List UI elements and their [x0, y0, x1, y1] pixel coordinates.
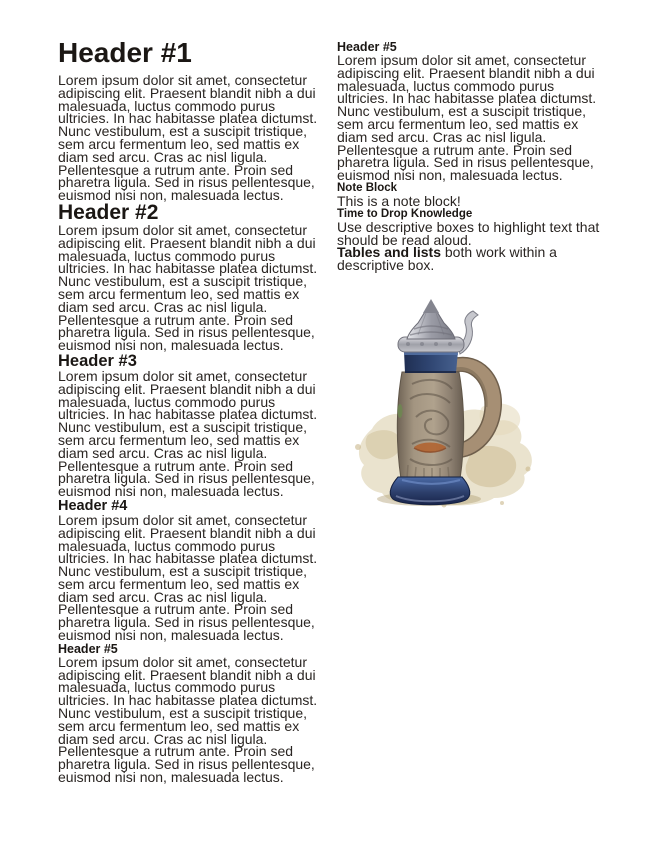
paragraph-line: adipiscing elit. Praesent blandit nibh a dui: [58, 234, 316, 251]
paragraph-line: adipiscing elit. Praesent blandit nibh a dui: [337, 64, 595, 81]
paragraph-line: euismod nisi non, malesuada lectus.: [58, 769, 284, 786]
paragraph-line: euismod nisi non, malesuada lectus.: [58, 337, 284, 354]
paragraph-line: sem arcu fermentum leo, sed mattis ex: [58, 717, 300, 734]
paragraph-line: Nunc vestibulum, est a suscipit tristique,: [58, 705, 307, 722]
paragraph-line: diam sed arcu. Cras ac nisl ligula.: [337, 128, 547, 145]
paragraph-line: Pellentesque a rutrum ante. Proin sed: [58, 601, 294, 618]
note-body-line: [337, 259, 594, 272]
paragraph-line: euismod nisi non, malesuada lectus.: [337, 167, 563, 184]
paragraph-line: ultricies. In hac habitasse platea dictumst.: [58, 406, 318, 423]
left-column: [58, 36, 318, 786]
paragraph-line: euismod nisi non, malesuada lectus.: [58, 627, 284, 644]
paragraph-line: Lorem ipsum dolor sit amet, consectetur: [58, 367, 307, 384]
paragraph-line: malesuada, luctus commodo purus: [58, 393, 276, 410]
paragraph-line: Pellentesque a rutrum ante. Proin sed: [58, 743, 294, 760]
heading-header-2: Header #2: [58, 200, 159, 224]
paragraph-line: Lorem ipsum dolor sit amet, consectetur: [58, 221, 307, 238]
paragraph-line: malesuada, luctus commodo purus: [337, 77, 555, 94]
note-text-segment: descriptive box.: [337, 257, 435, 274]
paragraph-line: Nunc vestibulum, est a suscipit tristique,: [58, 273, 307, 290]
paragraph-line: sem arcu fermentum leo, sed mattis ex: [58, 285, 300, 302]
paragraph-line: sem arcu fermentum leo, sed mattis ex: [337, 115, 579, 132]
right-column: [337, 36, 600, 784]
paragraph-line: Lorem ipsum dolor sit amet, consectetur: [58, 72, 307, 88]
paragraph-line: Lorem ipsum dolor sit amet, consectetur: [58, 653, 307, 670]
paragraph-line: pharetra ligula. Sed in risus pellentesque,: [58, 756, 315, 773]
paragraph-line: Nunc vestibulum, est a suscipit tristique,: [58, 419, 307, 436]
paragraph-line: adipiscing elit. Praesent blandit nibh a dui: [58, 380, 316, 397]
paragraph: [58, 653, 318, 786]
note-text-segment: should be read aloud.: [337, 231, 472, 248]
note-text-segment: Tables and lists: [337, 244, 441, 261]
heading-header-5-left: Header #5: [58, 641, 118, 656]
paragraph-line: ultricies. In hac habitasse platea dictumst.: [58, 110, 318, 127]
heading-header-3: Header #3: [58, 351, 137, 370]
paragraph-line: diam sed arcu. Cras ac nisl ligula.: [58, 298, 268, 315]
paragraph-line: Nunc vestibulum, est a suscipit tristique,: [58, 563, 307, 580]
paragraph-line: Lorem ipsum dolor sit amet, consectetur: [58, 511, 307, 528]
stein-base: [390, 477, 470, 505]
paragraph-line: Nunc vestibulum, est a suscipit tristique,: [58, 123, 307, 140]
note-text-segment: Use descriptive boxes to highlight text that: [337, 218, 600, 235]
paragraph-line: pharetra ligula. Sed in risus pellentesque,: [58, 324, 315, 341]
paragraph-line: Pellentesque a rutrum ante. Proin sed: [337, 141, 573, 158]
paragraph-line: ultricies. In hac habitasse platea dictumst.: [337, 90, 597, 107]
paragraph-line: Lorem ipsum dolor sit amet, consectetur: [337, 52, 586, 68]
stein-lid: [398, 299, 478, 354]
paragraph-line: Nunc vestibulum, est a suscipit tristique,: [337, 103, 586, 120]
paragraph: [337, 52, 597, 184]
note-body-line: [337, 192, 594, 209]
paragraph-line: diam sed arcu. Cras ac nisl ligula.: [58, 730, 268, 747]
paragraph-line: diam sed arcu. Cras ac nisl ligula.: [58, 444, 268, 461]
paragraph-line: sem arcu fermentum leo, sed mattis ex: [58, 135, 300, 152]
paragraph-line: ultricies. In hac habitasse platea dictumst.: [58, 260, 318, 277]
note-text-segment: both work within a: [441, 244, 557, 261]
stein-figure: [352, 299, 537, 509]
paragraph-line: ultricies. In hac habitasse platea dictumst.: [58, 692, 318, 709]
paragraph-line: pharetra ligula. Sed in risus pellentesque,: [58, 470, 315, 487]
paragraph-line: pharetra ligula. Sed in risus pellentesque,: [337, 154, 594, 171]
note-block: [337, 181, 600, 274]
paragraph-line: adipiscing elit. Praesent blandit nibh a dui: [58, 524, 316, 541]
paragraph-line: ultricies. In hac habitasse platea dictumst.: [58, 550, 318, 567]
note-text-segment: This is a note block!: [337, 192, 461, 209]
paragraph: [58, 367, 318, 500]
paragraph-line: adipiscing elit. Praesent blandit nibh a dui: [58, 84, 316, 101]
paragraph-line: pharetra ligula. Sed in risus pellentesque,: [58, 174, 315, 191]
paragraph-line: Pellentesque a rutrum ante. Proin sed: [58, 311, 294, 328]
paragraph-line: malesuada, luctus commodo purus: [58, 97, 276, 114]
paragraph-line: adipiscing elit. Praesent blandit nibh a dui: [58, 666, 316, 683]
paragraph-line: euismod nisi non, malesuada lectus.: [58, 483, 284, 500]
paragraph-line: sem arcu fermentum leo, sed mattis ex: [58, 575, 300, 592]
paragraph-line: diam sed arcu. Cras ac nisl ligula.: [58, 148, 268, 165]
paragraph: [58, 221, 318, 354]
paragraph-line: Pellentesque a rutrum ante. Proin sed: [58, 457, 294, 474]
note-text-segment: Note Block: [337, 181, 398, 194]
heading-header-1: Header #1: [58, 37, 192, 68]
heading-header-4: Header #4: [58, 497, 128, 514]
note-text-segment: Time to Drop Knowledge: [337, 207, 473, 220]
paragraph: [58, 72, 318, 204]
paragraph-line: diam sed arcu. Cras ac nisl ligula.: [58, 588, 268, 605]
heading-header-5-right: Header #5: [337, 40, 397, 54]
stein-body: [397, 372, 463, 479]
paragraph-line: malesuada, luctus commodo purus: [58, 679, 276, 696]
paragraph-line: pharetra ligula. Sed in risus pellentesque,: [58, 614, 315, 631]
paragraph: [58, 511, 318, 644]
paragraph-line: malesuada, luctus commodo purus: [58, 247, 276, 264]
paragraph-line: Pellentesque a rutrum ante. Proin sed: [58, 161, 294, 178]
stein-top-band: [404, 351, 458, 373]
paragraph-line: sem arcu fermentum leo, sed mattis ex: [58, 431, 300, 448]
paragraph-line: euismod nisi non, malesuada lectus.: [58, 187, 284, 204]
paragraph-line: malesuada, luctus commodo purus: [58, 537, 276, 554]
beer-stein-image: [352, 299, 537, 509]
